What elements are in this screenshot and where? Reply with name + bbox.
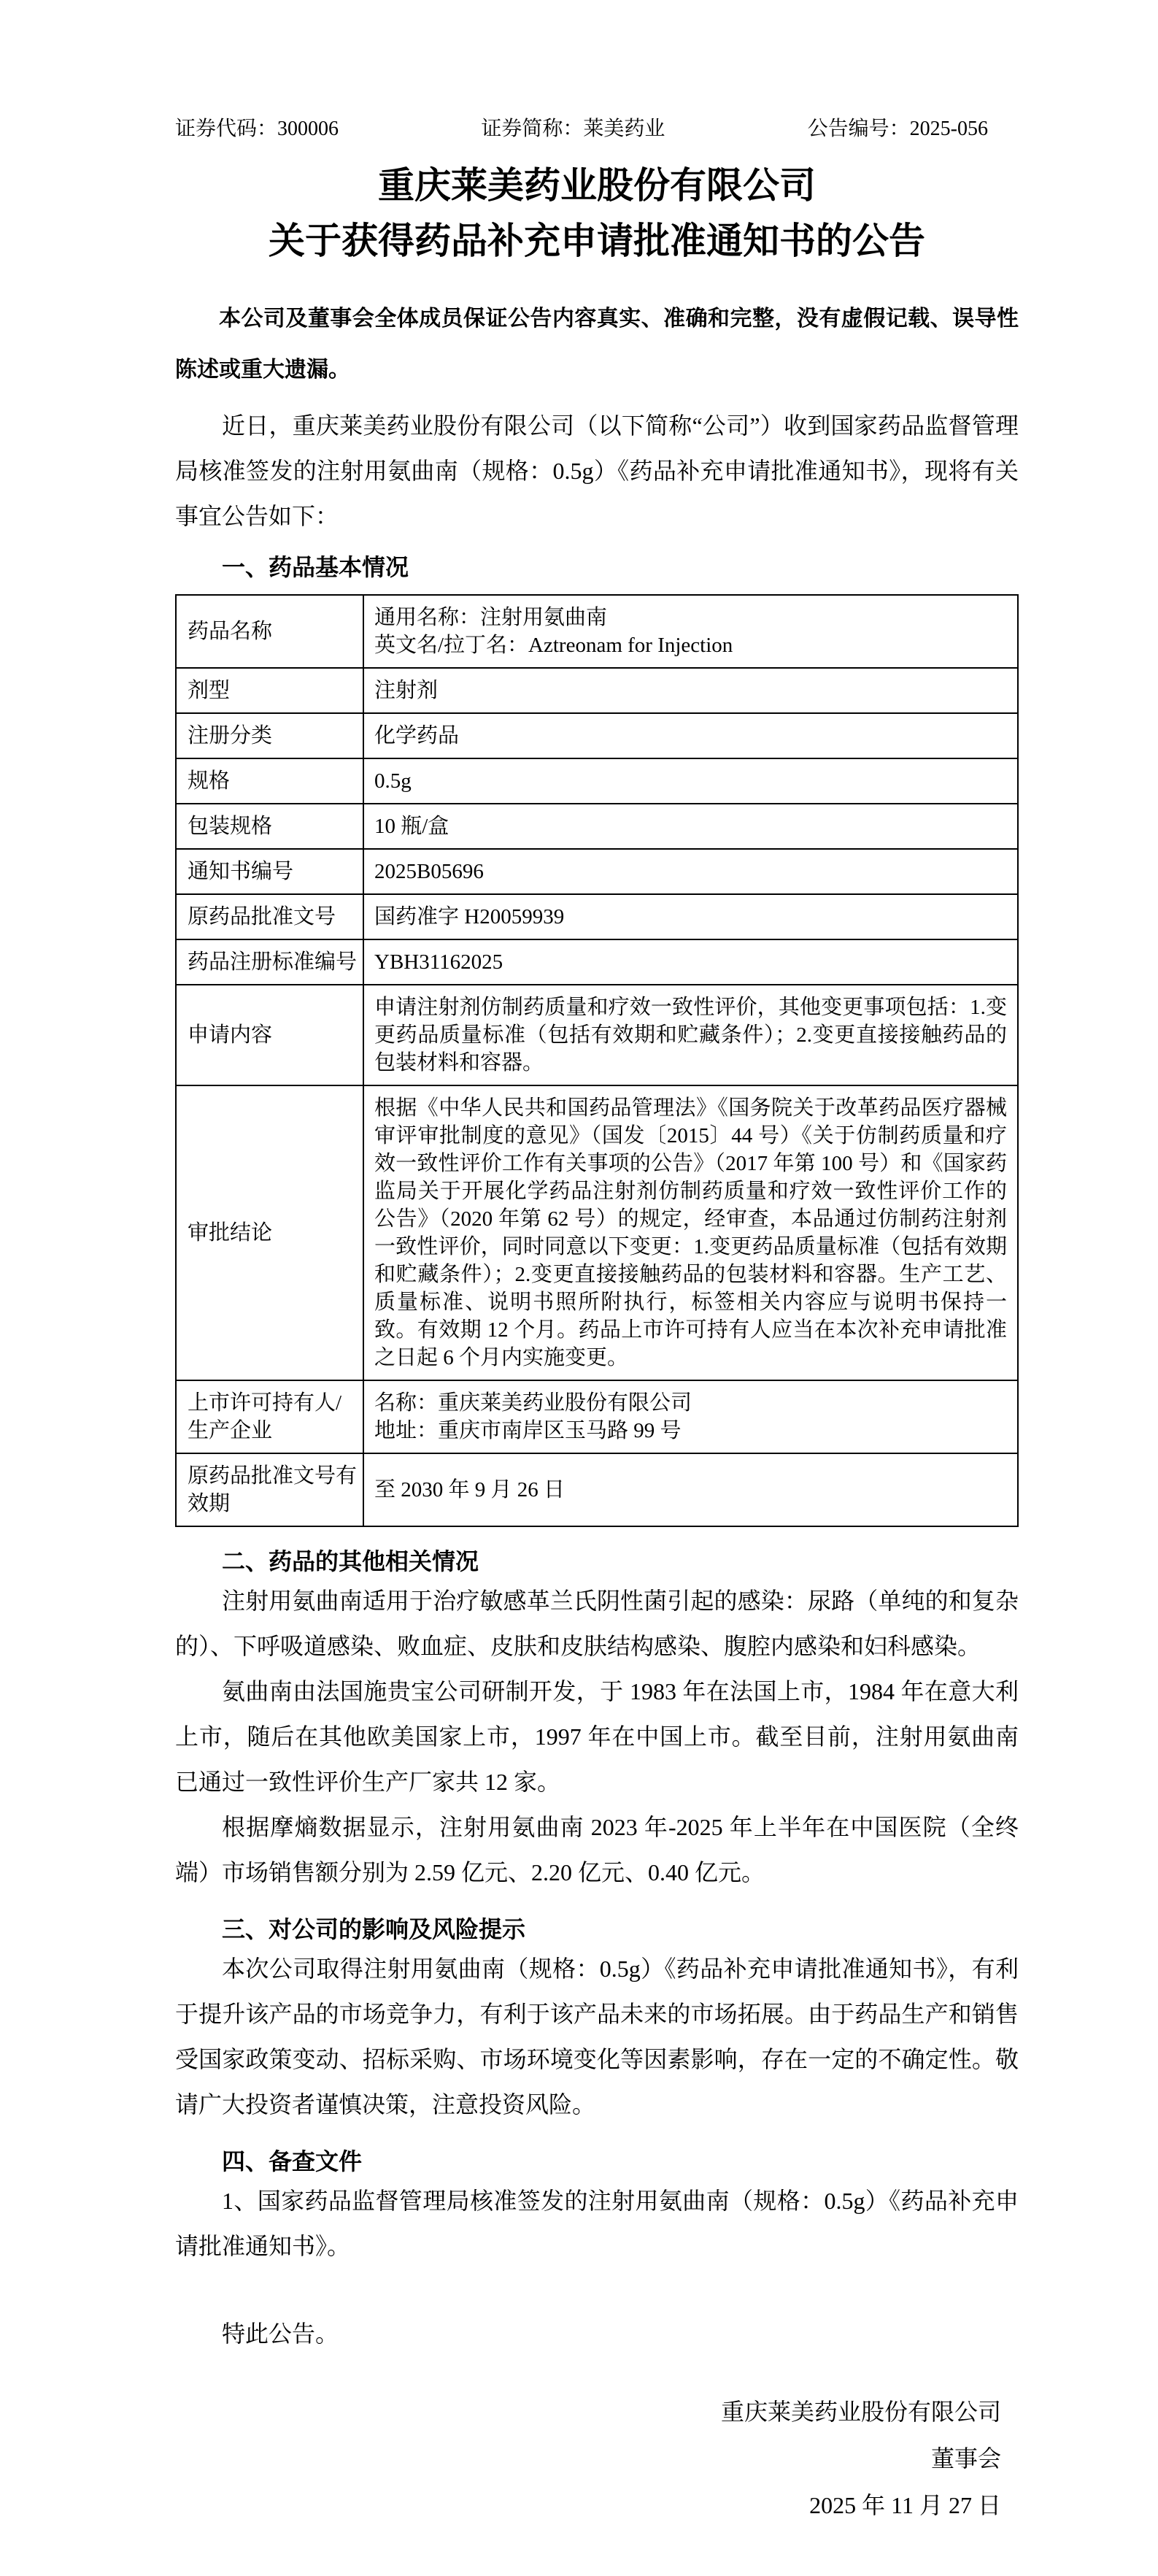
document-header (175, 117, 1019, 142)
signature-company: 重庆莱美药业股份有限公司 (720, 2399, 1001, 2425)
drug-info-table-body (176, 595, 1018, 1526)
field-label: 剂型 (176, 668, 363, 713)
field-value (363, 1453, 1018, 1526)
intro-paragraph: 近日，重庆莱美药业股份有限公司（以下简称“公司”）收到国家药品监督管理局核准签发的注射用氨曲南（规格：0.5g）《药品补充申请批准通知书》，现将有关事宜公告如下： (175, 412, 1019, 529)
closing-line: 特此公告。 (222, 2321, 339, 2347)
field-label: 通知书编号 (176, 849, 363, 894)
section4-heading: 四、备查文件 (222, 2148, 363, 2175)
field-value (363, 595, 1018, 668)
table-row-drug-name (176, 595, 1018, 668)
value-line: 注射剂 (374, 679, 439, 702)
value-line: 根据《中华人民共和国药品管理法》《国务院关于改革药品医疗器械审评审批制度的意见》（国发〔2015〕44 号）《关于仿制药质量和疗效一致性评价工作有关事项的公告》（2017 年第 100 号）和《国家药监局关于开展化学药品注射剂仿制药质量和疗效一致性评价工作的公告》（2020 年第 62 号）的规定，经审查，本品通过仿制药注射剂一致性评价，同时同意以下变更：1.变更药品质量标准（包括有效期和贮藏条件）；2.变更直接接触药品的包装材料和容器。生产工艺、质量标准、说明书照所附执行，标签相关内容应与说明书保持一致。有效期 12 个月。药品上市许可持有人应当在本次补充申请批准之日起 6 个月内实施变更。 (374, 1096, 1007, 1369)
table-row-license-holder (176, 1380, 1018, 1453)
field-label: 包装规格 (176, 804, 363, 849)
field-value (363, 894, 1018, 939)
value-line: YBH31162025 (374, 950, 503, 974)
announcement-subject-title: 关于获得药品补充申请批准通知书的公告 (269, 220, 925, 261)
field-label: 规格 (176, 758, 363, 804)
field-label: 药品名称 (176, 595, 363, 668)
drug-info-table (175, 594, 1019, 1527)
field-label: 注册分类 (176, 713, 363, 758)
value-line: 10 瓶/盒 (374, 815, 449, 838)
section4-paragraph-documents: 1、国家药品监督管理局核准签发的注射用氨曲南（规格：0.5g）《药品补充申请批准通知书》。 (175, 2188, 1019, 2259)
table-row-registration-standard-number (176, 939, 1018, 985)
table-row-approval-validity (176, 1453, 1018, 1526)
table-row-registration-class (176, 713, 1018, 758)
table-row-specification (176, 758, 1018, 804)
value-line: 通用名称：注射用氨曲南 (374, 606, 608, 629)
announcement-number: 公告编号：2025-056 (807, 118, 988, 140)
section2-heading: 二、药品的其他相关情况 (222, 1548, 479, 1575)
table-row-package-spec (176, 804, 1018, 849)
field-value (363, 939, 1018, 985)
field-value (363, 804, 1018, 849)
value-line: 2025B05696 (374, 860, 484, 883)
stock-short-name: 证券简称：莱美药业 (481, 118, 665, 140)
value-line: 名称：重庆莱美药业股份有限公司 (374, 1391, 692, 1415)
field-label: 上市许可持有人/生产企业 (176, 1380, 363, 1453)
company-name-title: 重庆莱美药业股份有限公司 (378, 165, 816, 206)
section2-paragraph-sales: 根据摩熵数据显示，注射用氨曲南 2023 年-2025 年上半年在中国医院（全终端）市场销售额分别为 2.59 亿元、2.20 亿元、0.40 亿元。 (175, 1814, 1019, 1885)
field-value (363, 1380, 1018, 1453)
field-value (363, 1085, 1018, 1380)
field-value (363, 713, 1018, 758)
section3-paragraph-impact: 本次公司取得注射用氨曲南（规格：0.5g）《药品补充申请批准通知书》，有利于提升该产品的市场竞争力，有利于该产品未来的市场拓展。由于药品生产和销售受国家政策变动、招标采购、市场环境变化等因素影响，存在一定的不确定性。敬请广大投资者谨慎决策，注意投资风险。 (175, 1956, 1019, 2118)
field-label: 申请内容 (176, 985, 363, 1085)
field-value (363, 849, 1018, 894)
value-line: 至 2030 年 9 月 26 日 (374, 1478, 566, 1502)
value-line: 申请注射剂仿制药质量和疗效一致性评价，其他变更事项包括：1.变更药品质量标准（包括有效期和贮藏条件）；2.变更直接接触药品的包装材料和容器。 (374, 996, 1007, 1074)
field-value (363, 985, 1018, 1085)
section2-paragraph-indications: 注射用氨曲南适用于治疗敏感革兰氏阴性菌引起的感染：尿路（单纯的和复杂的）、下呼吸道感染、败血症、皮肤和皮肤结构感染、腹腔内感染和妇科感染。 (175, 1588, 1019, 1659)
field-label: 原药品批准文号有效期 (176, 1453, 363, 1526)
field-value (363, 668, 1018, 713)
page-title (175, 158, 1019, 269)
section2-paragraph-history: 氨曲南由法国施贵宝公司研制开发，于 1983 年在法国上市，1984 年在意大利上市，随后在其他欧美国家上市，1997 年在中国上市。截至目前，注射用氨曲南已通过一致性评价生产厂家共 12 家。 (175, 1678, 1019, 1795)
field-label: 原药品批准文号 (176, 894, 363, 939)
signature-board: 董事会 (930, 2445, 1001, 2472)
value-line: 地址：重庆市南岸区玉马路 99 号 (374, 1419, 682, 1442)
section1-heading: 一、药品基本情况 (222, 554, 409, 580)
table-row-approval-conclusion (176, 1085, 1018, 1380)
board-truthfulness-statement: 本公司及董事会全体成员保证公告内容真实、准确和完整，没有虚假记载、误导性陈述或重大遗漏。 (175, 307, 1019, 382)
signature-date: 2025 年 11 月 27 日 (809, 2492, 1001, 2518)
stock-code: 证券代码：300006 (175, 118, 339, 140)
field-value (363, 758, 1018, 804)
value-line: 化学药品 (374, 724, 460, 747)
table-row-application-content (176, 985, 1018, 1085)
table-row-original-approval-number (176, 894, 1018, 939)
value-line: 0.5g (374, 769, 412, 793)
signature-block (175, 2388, 1019, 2529)
table-row-dosage-form (176, 668, 1018, 713)
field-label: 审批结论 (176, 1085, 363, 1380)
value-line: 国药准字 H20059939 (374, 905, 565, 928)
table-row-notice-number (176, 849, 1018, 894)
value-line: 英文名/拉丁名：Aztreonam for Injection (374, 634, 733, 657)
field-label: 药品注册标准编号 (176, 939, 363, 985)
section3-heading: 三、对公司的影响及风险提示 (222, 1916, 526, 1942)
